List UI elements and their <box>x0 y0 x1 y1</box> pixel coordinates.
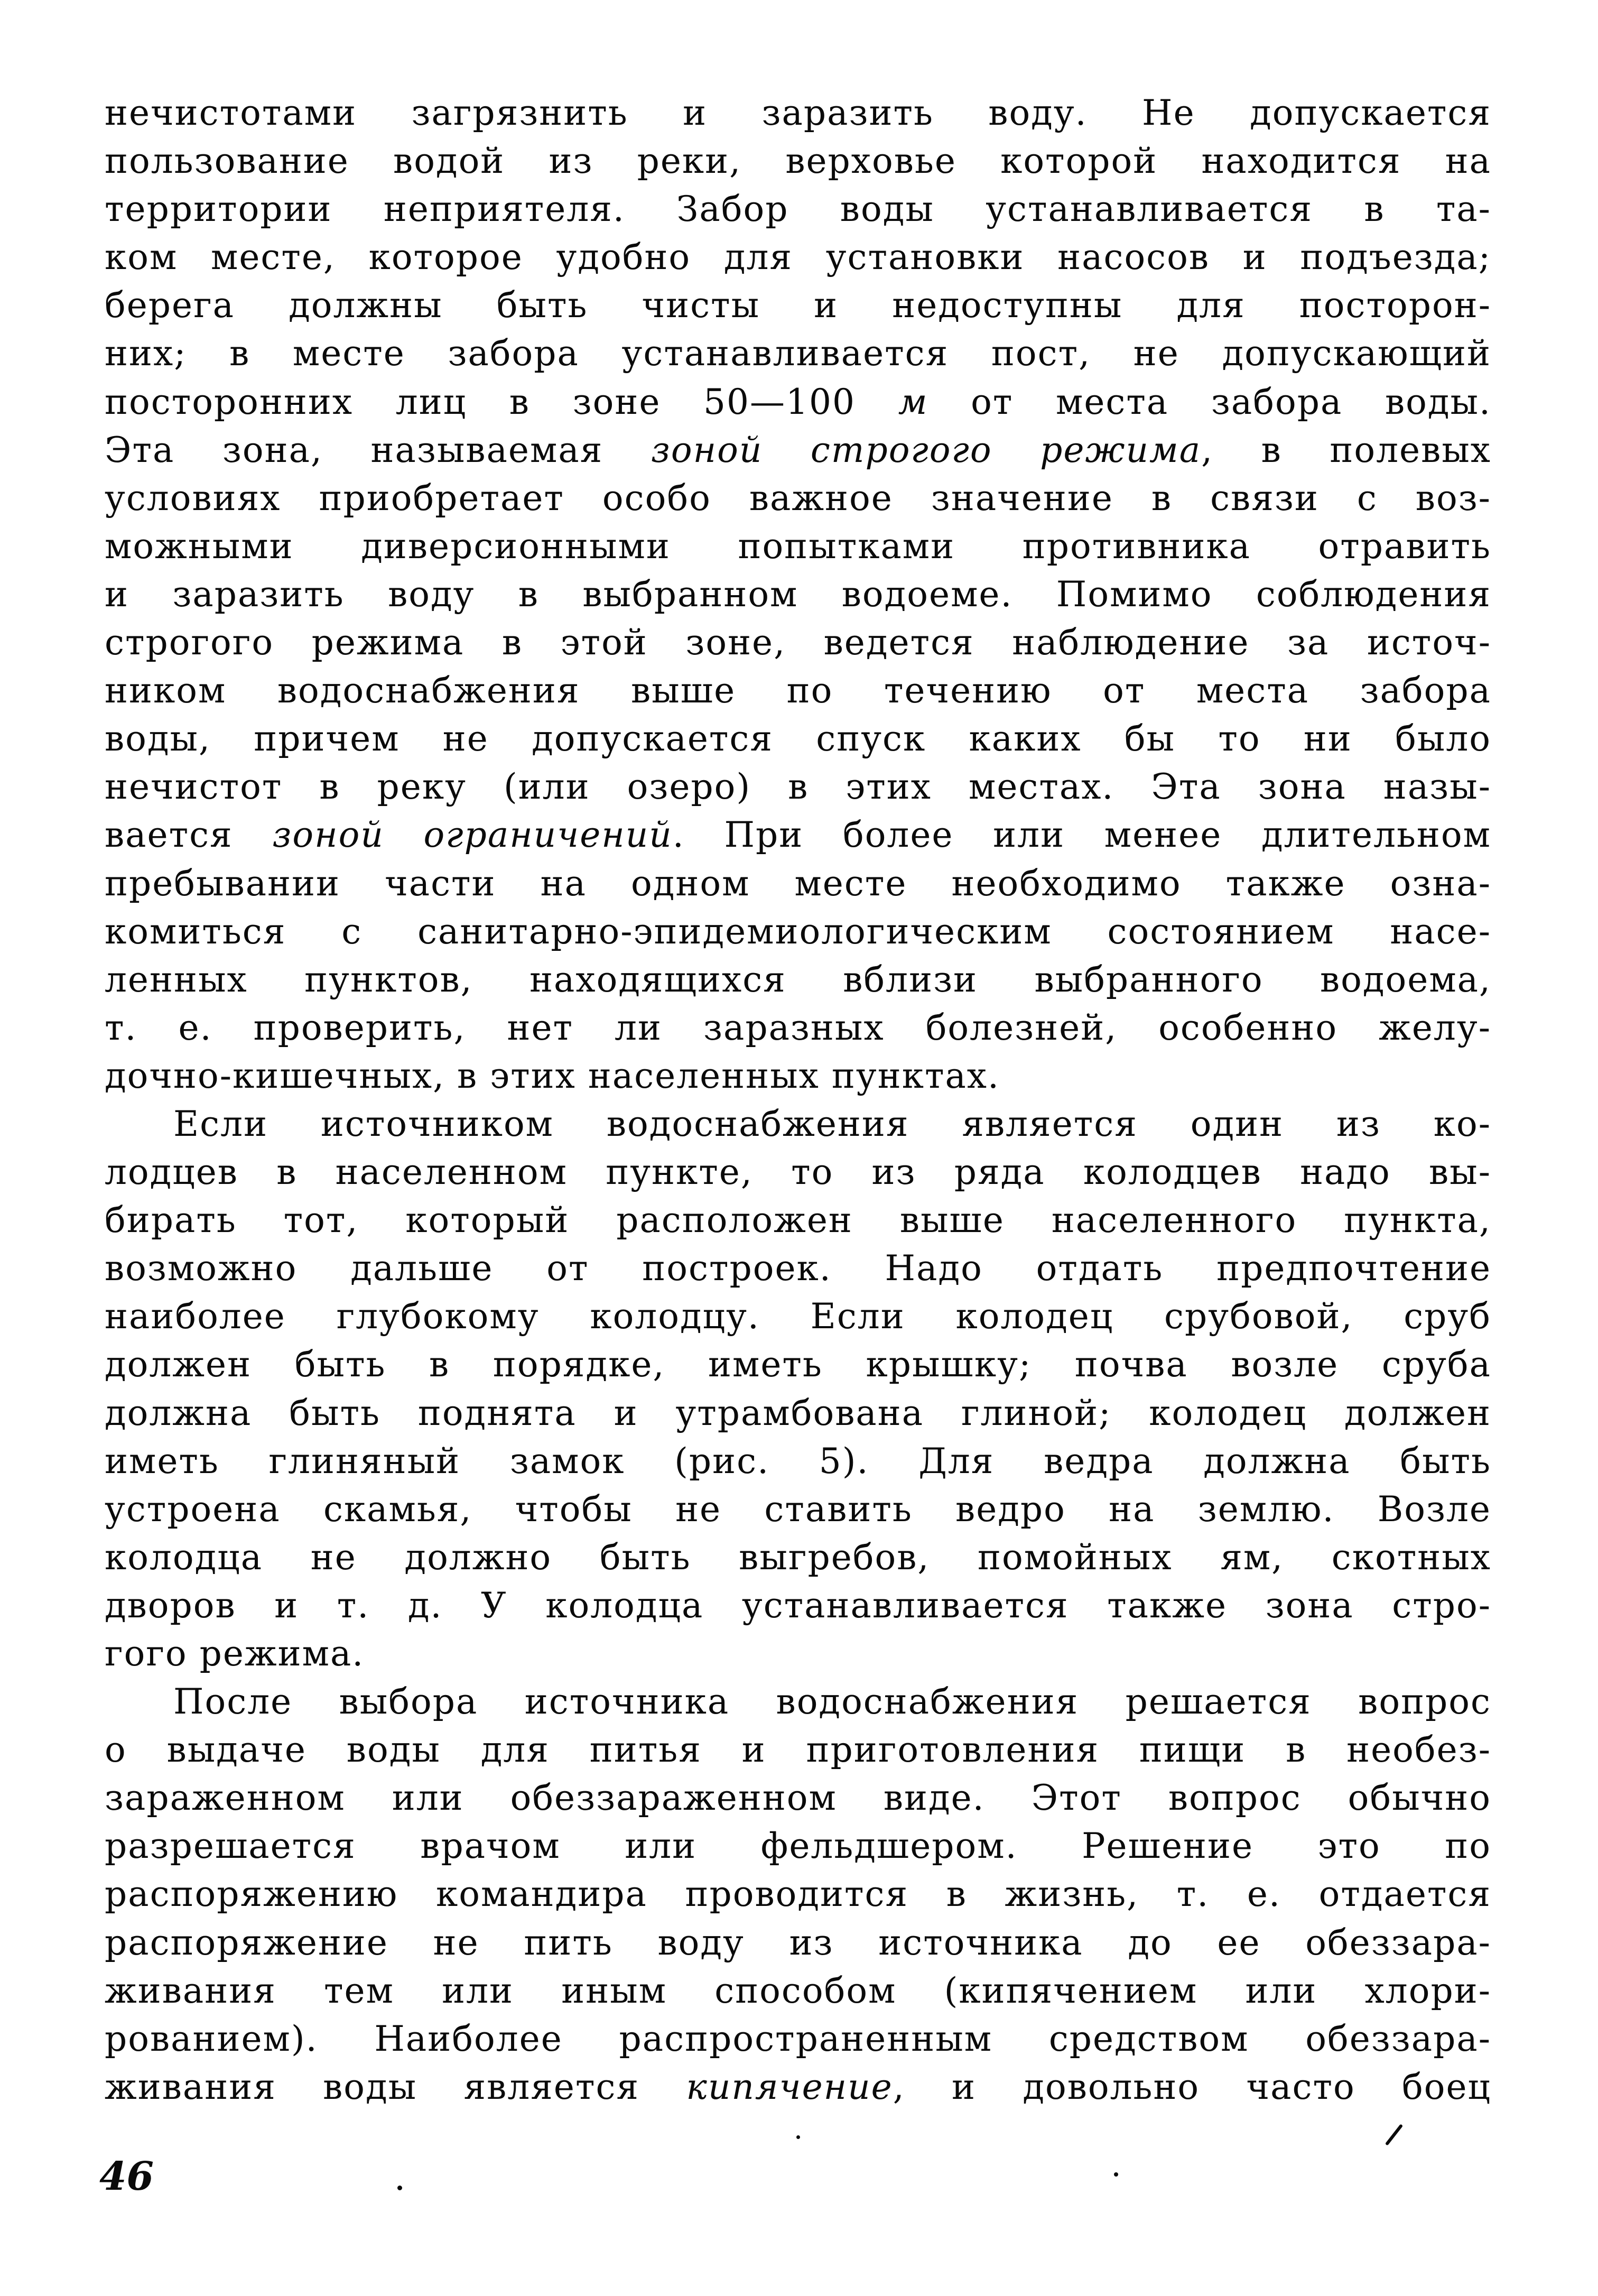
text-run: иметь глиняный замок (рис. 5). Для ведра должна быть <box>105 1440 1491 1482</box>
text-run: , и довольно часто боец <box>893 2066 1491 2107</box>
text-run: и заразить воду в выбранном водоеме. Помимо соблюдения <box>105 573 1491 615</box>
text-run: берега должны быть чисты и недоступны для посторон- <box>105 285 1491 326</box>
italic-term: зоной ограничений <box>272 814 673 856</box>
text-run: пребывании части на одном месте необходимо также озна- <box>105 863 1491 904</box>
text-run: живания воды является <box>105 2066 686 2107</box>
text-line <box>105 1726 1491 1774</box>
text-line <box>105 1389 1491 1437</box>
text-line <box>105 281 1491 329</box>
text-run: Эта зона, называемая <box>105 429 651 470</box>
text-run: комиться с санитарно-эпидемиологическим состоянием насе- <box>105 911 1491 952</box>
text-line <box>105 1052 1491 1100</box>
text-run: т. е. проверить, нет ли заразных болезней, особенно желу- <box>105 1007 1491 1048</box>
text-run: устроена скамья, чтобы не ставить ведро на землю. Возле <box>105 1488 1491 1530</box>
text-line <box>105 811 1491 859</box>
text-run: ником водоснабжения выше по течению от места забора <box>105 670 1491 711</box>
page-number: 46 <box>99 2154 154 2199</box>
text-run: посторонних лиц в зоне 50—100 <box>105 381 898 422</box>
text-run: лодцев в населенном пункте, то из ряда колодцев надо вы- <box>105 1152 1491 1193</box>
paragraph <box>105 1100 1491 1678</box>
text-line <box>105 859 1491 908</box>
scan-speck <box>796 2135 800 2139</box>
italic-term: зоной строгого режима <box>651 429 1202 470</box>
text-run: условиях приобретает особо важное значение в связи с воз- <box>105 477 1491 519</box>
text-line <box>105 1822 1491 1870</box>
text-run: После выбора источника водоснабжения решается вопрос <box>173 1681 1491 1723</box>
text-run: можными диверсионными попытками противника отравить <box>105 525 1491 567</box>
text-line <box>105 1004 1491 1052</box>
text-line <box>105 1581 1491 1630</box>
text-run: о выдаче воды для питья и приготовления пищи в необез- <box>105 1729 1491 1771</box>
text-run: бирать тот, который расположен выше населенного пункта, <box>105 1200 1491 1241</box>
text-run: зараженном или обеззараженном виде. Этот вопрос обычно <box>105 1777 1491 1819</box>
text-line <box>105 1340 1491 1388</box>
text-line <box>105 329 1491 377</box>
scan-mark <box>1385 2124 1403 2146</box>
text-line <box>105 1100 1491 1148</box>
text-line <box>105 1533 1491 1581</box>
text-line <box>105 908 1491 956</box>
text-line <box>105 137 1491 185</box>
text-line <box>105 1244 1491 1292</box>
text-run: территории неприятеля. Забор воды устанавливается в та- <box>105 189 1491 230</box>
text-run: живания тем или иным способом (кипячением или хлори- <box>105 1970 1491 2011</box>
text-run: должна быть поднята и утрамбована глиной; колодец должен <box>105 1392 1491 1433</box>
text-line <box>105 474 1491 522</box>
text-run: вается <box>105 814 273 856</box>
text-line <box>105 1437 1491 1485</box>
text-run: гого режима. <box>105 1633 365 1674</box>
text-line <box>105 1485 1491 1533</box>
text-run: Если источником водоснабжения является один из ко- <box>173 1103 1491 1144</box>
text-run: нечистот в реку (или озеро) в этих местах. Эта зона назы- <box>105 766 1491 808</box>
text-line <box>105 1774 1491 1822</box>
text-run: пользование водой из реки, верховье которой находится на <box>105 141 1491 182</box>
text-line <box>105 1196 1491 1244</box>
text-line <box>105 233 1491 281</box>
text-line <box>105 2063 1491 2111</box>
text-line <box>105 426 1491 474</box>
text-run: . При более или менее длительном <box>672 814 1491 856</box>
text-line <box>105 1967 1491 2015</box>
text-line <box>105 763 1491 811</box>
text-line <box>105 666 1491 715</box>
text-run: колодца не должно быть выгребов, помойных ям, скотных <box>105 1536 1491 1578</box>
text-line <box>105 185 1491 233</box>
text-line <box>105 956 1491 1004</box>
text-run: возможно дальше от построек. Надо отдать предпочтение <box>105 1248 1491 1289</box>
text-run: дворов и т. д. У колодца устанавливается также зона стро- <box>105 1585 1491 1626</box>
text-run: них; в месте забора устанавливается пост, не допускающий <box>105 333 1491 374</box>
text-run: распоряжению командира проводится в жизнь, т. е. отдается <box>105 1874 1491 1915</box>
text-line <box>105 378 1491 426</box>
text-run: , в полевых <box>1201 429 1491 470</box>
text-line <box>105 570 1491 618</box>
paragraph <box>105 89 1491 1100</box>
text-line <box>105 715 1491 763</box>
text-run: от места забора воды. <box>928 381 1491 422</box>
text-line <box>105 1630 1491 1678</box>
scan-speck <box>397 2186 402 2190</box>
text-line <box>105 1148 1491 1196</box>
text-run: ленных пунктов, находящихся вблизи выбранного водоема, <box>105 959 1491 1000</box>
text-run: ком месте, которое удобно для установки насосов и подъезда; <box>105 237 1491 278</box>
text-line <box>105 2015 1491 2063</box>
text-run: строгого режима в этой зоне, ведется наблюдение за источ- <box>105 622 1491 663</box>
text-run: должен быть в порядке, иметь крышку; почва возле сруба <box>105 1344 1491 1385</box>
text-run: воды, причем не допускается спуск каких бы то ни было <box>105 718 1491 760</box>
text-line <box>105 522 1491 570</box>
scan-speck <box>1114 2172 1118 2177</box>
text-run: рованием). Наиболее распространенным средством обеззара- <box>105 2018 1491 2059</box>
text-line <box>105 89 1491 137</box>
italic-term: кипячение <box>686 2066 893 2107</box>
text-run: разрешается врачом или фельдшером. Решение это по <box>105 1826 1491 1867</box>
text-run: наиболее глубокому колодцу. Если колодец срубовой, сруб <box>105 1296 1491 1337</box>
text-line <box>105 1292 1491 1340</box>
text-run: нечистотами загрязнить и заразить воду. Не допускается <box>105 92 1491 133</box>
paragraph <box>105 1678 1491 2111</box>
body-text <box>105 89 1491 2111</box>
text-line <box>105 1919 1491 1967</box>
text-line <box>105 1678 1491 1726</box>
text-line <box>105 618 1491 666</box>
text-run: распоряжение не пить воду из источника до ее обеззара- <box>105 1922 1491 1963</box>
italic-term: м <box>898 381 928 422</box>
text-line <box>105 1870 1491 1918</box>
text-run: дочно-кишечных, в этих населенных пунктах. <box>105 1055 1000 1096</box>
